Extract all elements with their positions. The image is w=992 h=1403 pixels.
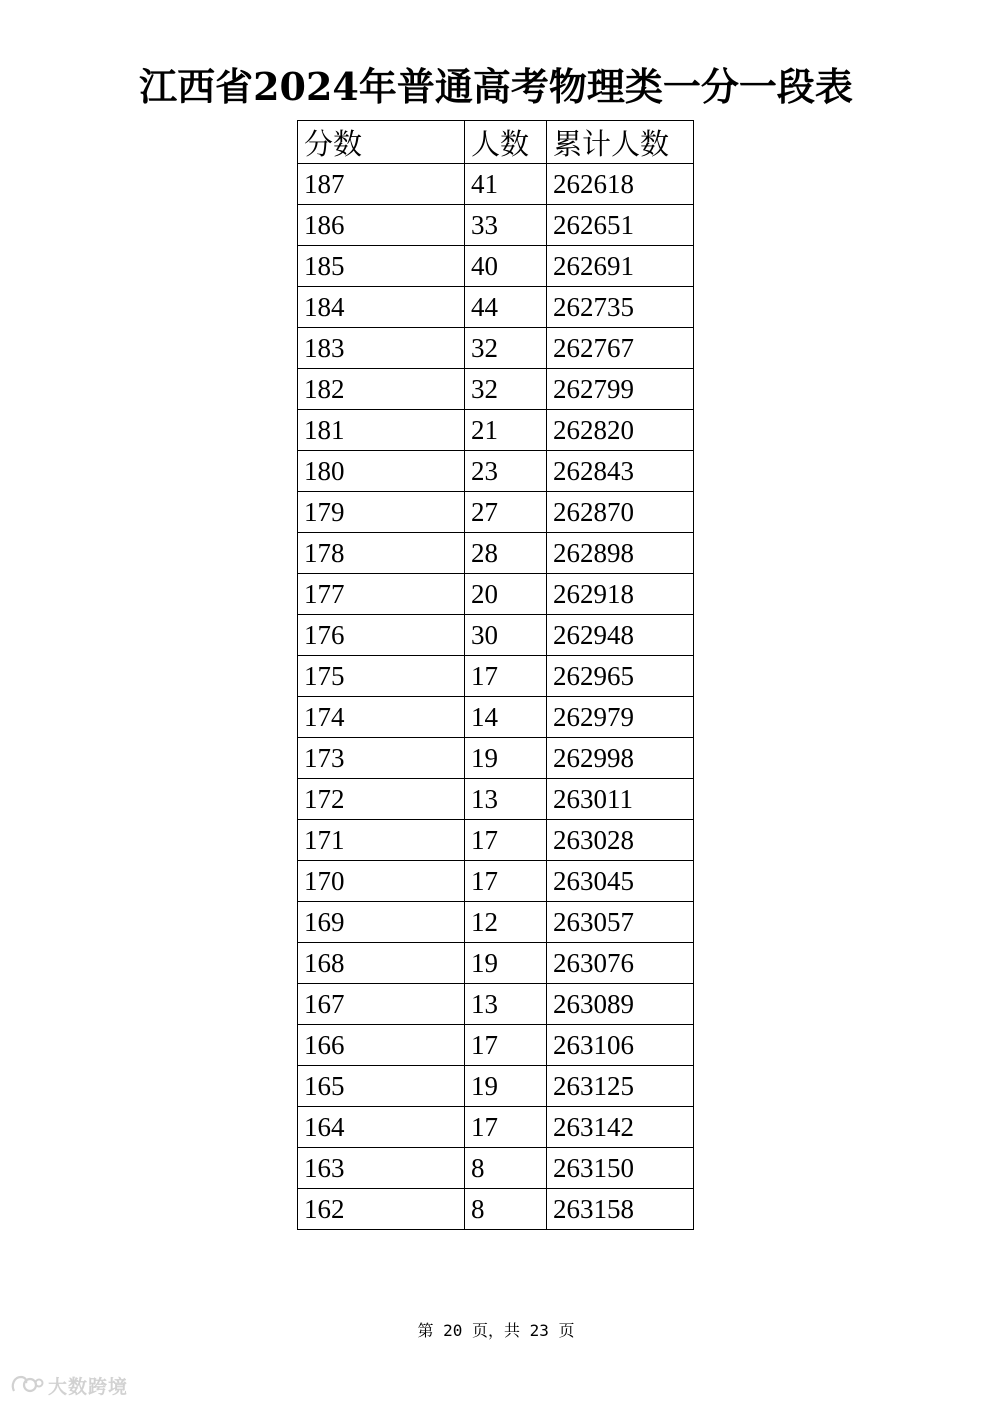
watermark — [10, 1371, 128, 1399]
cell-score: 184 — [298, 287, 465, 328]
cell-count: 32 — [465, 328, 547, 369]
cell-count: 13 — [465, 984, 547, 1025]
cell-score: 187 — [298, 164, 465, 205]
cell-cumulative: 263076 — [547, 943, 694, 984]
cell-score: 173 — [298, 738, 465, 779]
cell-score: 177 — [298, 574, 465, 615]
table-row — [298, 1066, 694, 1107]
cell-count: 44 — [465, 287, 547, 328]
cell-count: 17 — [465, 820, 547, 861]
cell-count: 8 — [465, 1148, 547, 1189]
page-title: 江西省2024年普通高考物理类一分一段表 — [139, 64, 853, 109]
table-row — [298, 779, 694, 820]
header-score: 分数 — [298, 121, 465, 164]
cell-cumulative: 263028 — [547, 820, 694, 861]
cell-score: 181 — [298, 410, 465, 451]
cell-count: 8 — [465, 1189, 547, 1230]
cell-cumulative: 263057 — [547, 902, 694, 943]
cell-cumulative: 262948 — [547, 615, 694, 656]
table-row — [298, 820, 694, 861]
cell-score: 176 — [298, 615, 465, 656]
cell-score: 172 — [298, 779, 465, 820]
cell-cumulative: 262691 — [547, 246, 694, 287]
page-number: 第 20 页，共 23 页 — [417, 1321, 575, 1340]
cell-count: 28 — [465, 533, 547, 574]
cell-count: 20 — [465, 574, 547, 615]
cell-cumulative: 262918 — [547, 574, 694, 615]
cell-count: 33 — [465, 205, 547, 246]
table-row — [298, 984, 694, 1025]
cell-cumulative: 262618 — [547, 164, 694, 205]
cell-cumulative: 262979 — [547, 697, 694, 738]
table-row — [298, 369, 694, 410]
cell-count: 23 — [465, 451, 547, 492]
cell-cumulative: 262651 — [547, 205, 694, 246]
cell-score: 174 — [298, 697, 465, 738]
table-row — [298, 656, 694, 697]
cell-score: 183 — [298, 328, 465, 369]
table-row — [298, 943, 694, 984]
cell-cumulative: 263011 — [547, 779, 694, 820]
table-body — [298, 164, 694, 1230]
cell-cumulative: 262735 — [547, 287, 694, 328]
table-row — [298, 164, 694, 205]
cell-count: 17 — [465, 1025, 547, 1066]
cell-cumulative: 263125 — [547, 1066, 694, 1107]
cell-score: 171 — [298, 820, 465, 861]
cell-count: 27 — [465, 492, 547, 533]
cell-cumulative: 263089 — [547, 984, 694, 1025]
cell-score: 166 — [298, 1025, 465, 1066]
table-row — [298, 1189, 694, 1230]
cell-cumulative: 262998 — [547, 738, 694, 779]
cell-count: 14 — [465, 697, 547, 738]
cell-cumulative: 262767 — [547, 328, 694, 369]
cell-count: 30 — [465, 615, 547, 656]
cell-cumulative: 263045 — [547, 861, 694, 902]
cell-count: 17 — [465, 656, 547, 697]
cell-count: 17 — [465, 1107, 547, 1148]
cell-count: 32 — [465, 369, 547, 410]
watermark-text: 大数跨境 — [48, 1375, 129, 1398]
header-cumulative: 累计人数 — [547, 121, 694, 164]
cell-cumulative: 262820 — [547, 410, 694, 451]
cell-score: 168 — [298, 943, 465, 984]
cell-count: 21 — [465, 410, 547, 451]
table-row — [298, 451, 694, 492]
cell-count: 12 — [465, 902, 547, 943]
table-row — [298, 615, 694, 656]
table-row — [298, 1148, 694, 1189]
cell-count: 19 — [465, 738, 547, 779]
table-row — [298, 1025, 694, 1066]
table-row — [298, 287, 694, 328]
table-row — [298, 205, 694, 246]
table-row — [298, 492, 694, 533]
brand-logo-icon — [10, 1373, 44, 1397]
cell-count: 19 — [465, 943, 547, 984]
cell-score: 178 — [298, 533, 465, 574]
cell-score: 175 — [298, 656, 465, 697]
cell-cumulative: 262965 — [547, 656, 694, 697]
table-header-row — [298, 121, 694, 164]
cell-score: 163 — [298, 1148, 465, 1189]
table-row — [298, 697, 694, 738]
cell-count: 40 — [465, 246, 547, 287]
cell-cumulative: 262898 — [547, 533, 694, 574]
cell-cumulative: 263142 — [547, 1107, 694, 1148]
table-row — [298, 574, 694, 615]
cell-score: 162 — [298, 1189, 465, 1230]
table-row — [298, 246, 694, 287]
header-count: 人数 — [465, 121, 547, 164]
cell-score: 165 — [298, 1066, 465, 1107]
table-row — [298, 902, 694, 943]
cell-score: 186 — [298, 205, 465, 246]
cell-score: 182 — [298, 369, 465, 410]
cell-cumulative: 262870 — [547, 492, 694, 533]
cell-count: 17 — [465, 861, 547, 902]
cell-score: 185 — [298, 246, 465, 287]
table-row — [298, 328, 694, 369]
cell-score: 180 — [298, 451, 465, 492]
cell-cumulative: 263106 — [547, 1025, 694, 1066]
cell-count: 13 — [465, 779, 547, 820]
cell-score: 169 — [298, 902, 465, 943]
cell-cumulative: 262843 — [547, 451, 694, 492]
table-row — [298, 410, 694, 451]
cell-score: 164 — [298, 1107, 465, 1148]
cell-cumulative: 263150 — [547, 1148, 694, 1189]
cell-cumulative: 263158 — [547, 1189, 694, 1230]
cell-count: 41 — [465, 164, 547, 205]
table-row — [298, 861, 694, 902]
cell-cumulative: 262799 — [547, 369, 694, 410]
cell-count: 19 — [465, 1066, 547, 1107]
cell-score: 167 — [298, 984, 465, 1025]
table-row — [298, 738, 694, 779]
cell-score: 179 — [298, 492, 465, 533]
score-distribution-table — [297, 120, 694, 1230]
table-row — [298, 533, 694, 574]
table-row — [298, 1107, 694, 1148]
cell-score: 170 — [298, 861, 465, 902]
